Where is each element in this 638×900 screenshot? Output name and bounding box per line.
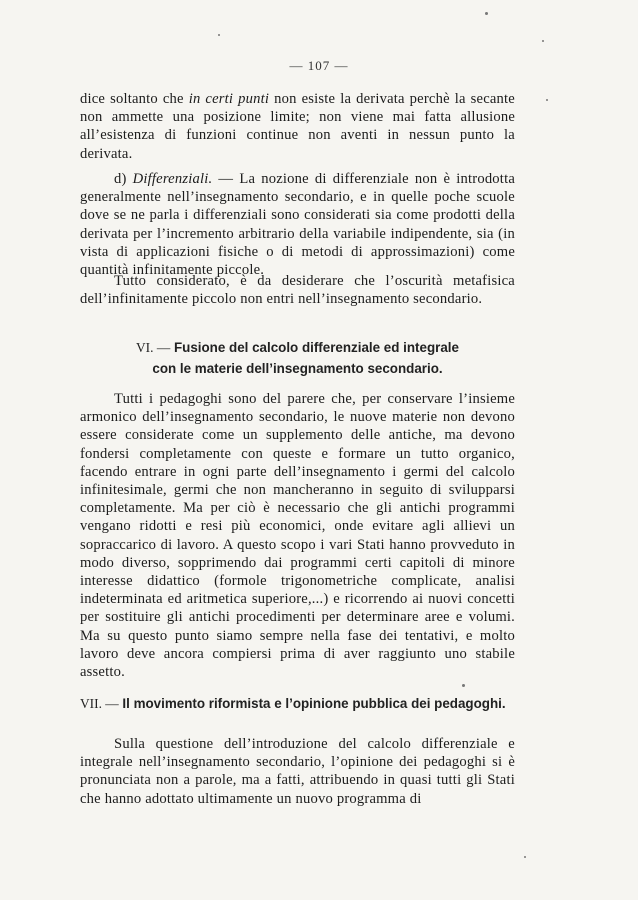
paragraph-continuation [80,90,515,163]
para2-italic: Differenziali. [132,171,213,187]
paragraph-movimento [80,735,515,808]
section-6-title-line1: Fusione del calcolo differenziale ed integrale [173,340,459,355]
para1-post: non esiste la derivata perchè la secante non ammette una posizione limite; non viene mai fatta allusione all’esistenza di funzioni continue non aventi in nessun punto la derivata. [80,91,515,162]
paragraph-differenziali [80,170,515,279]
scan-speck [218,34,220,36]
section-6-number: VI. — [136,340,171,355]
para1-italic: in certi punti [188,91,270,107]
section-6-title-line2: con le materie dell’insegnamento secondario. [152,361,443,376]
scan-speck [546,99,548,101]
scan-speck [485,12,488,15]
scan-speck [542,40,544,42]
para2-label: d) [114,171,133,187]
section-7-heading [80,694,520,714]
para1-pre: dice soltanto che [80,91,189,107]
paragraph-fusione [80,390,515,681]
section-7-number: VII. — [80,696,119,711]
scan-speck [462,684,465,687]
section-7-title: Il movimento riformista e l’opinione pubblica dei pedagoghi. [122,696,506,711]
para4-text: Tutti i pedagoghi sono del parere che, per conservare l’insieme armonico dell’insegnamento secondario, le nuove materie non devono essere considerate come un supplemento delle antiche, ma devono fondersi completamente con queste e formare un tutto organico, facendo entrare in ogni parte dell’insegnamento i germi del calcolo infinitesimale, germi che non mancheranno in seguito di svilupparsi completamente. Ma per ciò è necessario che gli antichi programmi vengano ridotti e resi più economici, onde evitare agli allievi un sopraccarico di lavoro. A questo scopo i vari Stati hanno provveduto in modo diverso, sopprimendo dai programmi certi capitoli di minore interesse didattico (formole trigonometriche complicate, analisi indeterminata ed aritmetica superiore,...) e ricorrendo ai nuovi concetti per sostituire gli antichi procedimenti per determinare aree e volumi. Ma su questo punto siamo sempre nella fase dei tentativi, e molto lavoro deve ancora compiersi prima di aver raggiunto uno stabile assetto. [80,391,515,681]
paragraph-conclusion [80,272,515,308]
para5-text: Sulla questione dell’introduzione del calcolo differenziale e integrale nell’insegnamento secondario, l’opinione dei pedagoghi si è pronunciata non a parole, ma a fatti, attribuendo in quasi tutti gli Stati che hanno adottato ultimamente un nuovo programma di [80,736,515,807]
para3-text: Tutto considerato, è da desiderare che l’oscurità metafisica dell’infinitamente piccolo non entri nell’insegnamento secondario. [80,273,515,308]
scan-speck [524,856,526,858]
para2-post: — La nozione di differenziale non è introdotta generalmente nell’insegnamento secondario, e in quelle poche scuole dove se ne parla i differenziali sono considerati sia come prodotti della derivata per l’incremento arbitrario della variabile indipendente, sia (in vista di applicazioni fisiche o di metodi di approssimazioni) come quantità infinitamente piccole. [80,171,515,279]
page-number: — 107 — [289,58,349,73]
section-6-heading [80,337,515,379]
